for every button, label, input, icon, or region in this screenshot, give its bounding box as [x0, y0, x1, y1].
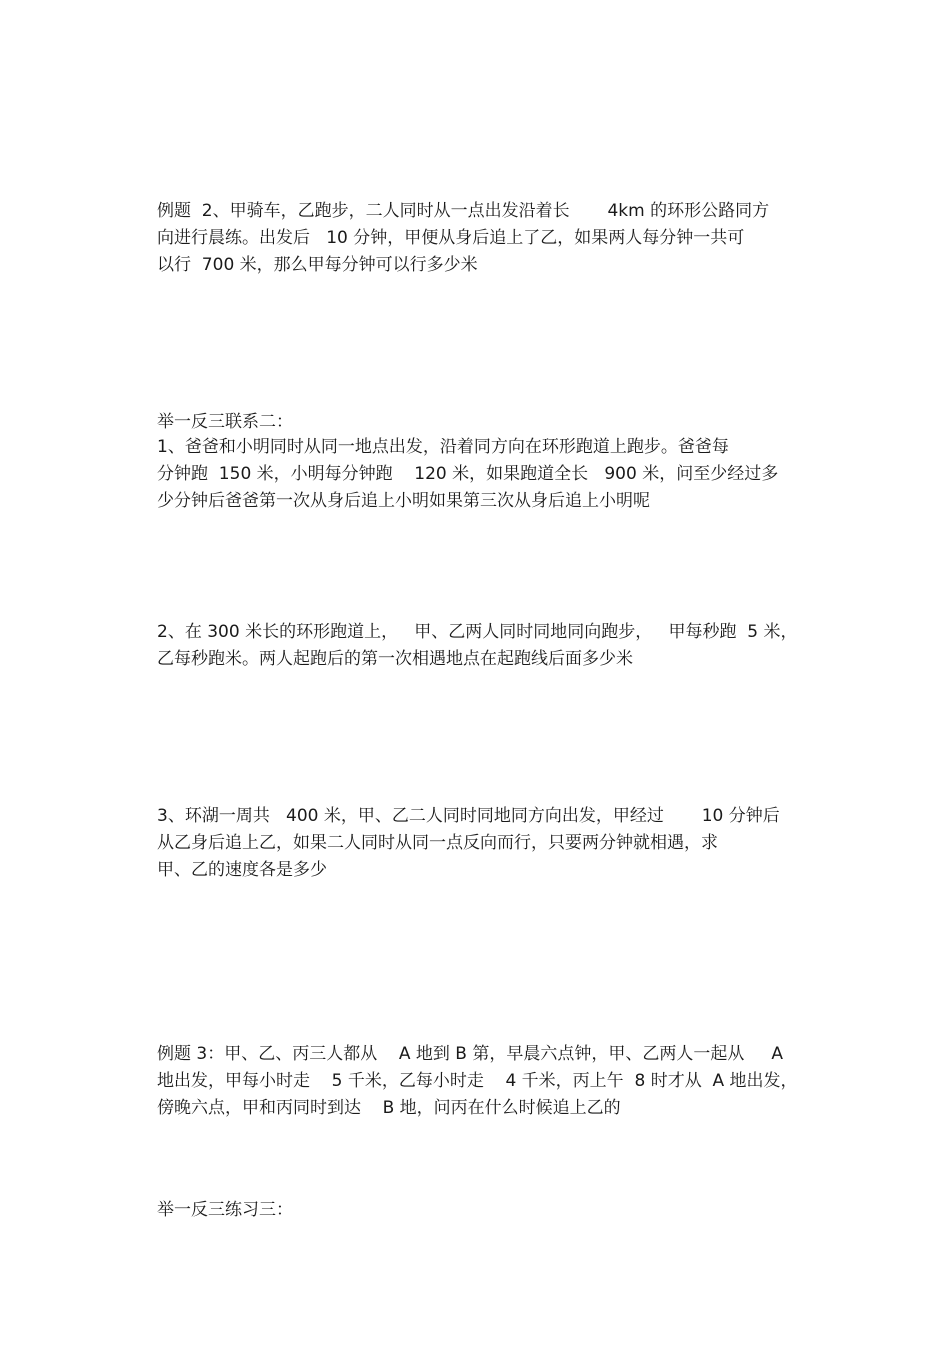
- practice-3-heading: 举一反三练习三：: [157, 1200, 293, 1220]
- text-line: 向进行晨练。出发后 10 分钟，甲便从身后追上了乙，如果两人每分钟一共可: [157, 228, 745, 248]
- text-line: 甲、乙的速度各是多少: [157, 860, 327, 880]
- text-line: 地出发，甲每小时走 5 千米，乙每小时走 4 千米，丙上午 8 时才从 A 地出发，: [157, 1071, 798, 1091]
- text-line: 从乙身后追上乙，如果二人同时从同一点反向而行，只要两分钟就相遇，求: [157, 833, 718, 853]
- text-line: 乙每秒跑米。两人起跑后的第一次相遇地点在起跑线后面多少米: [157, 649, 633, 669]
- text-line: 3、环湖一周共 400 米，甲、乙二人同时同地同方向出发，甲经过 10 分钟后: [157, 806, 780, 826]
- text-line: 例题 3：甲、乙、丙三人都从 A 地到 B 第，早晨六点钟，甲、乙两人一起从 A: [157, 1044, 783, 1064]
- text-line: 以行 700 米，那么甲每分钟可以行多少米: [157, 255, 478, 275]
- text-line: 少分钟后爸爸第一次从身后追上小明如果第三次从身后追上小明呢: [157, 491, 650, 511]
- text-line: 2、在 300 米长的环形跑道上， 甲、乙两人同时同地同向跑步， 甲每秒跑 5 米，: [157, 622, 798, 642]
- text-line: 例题 2、甲骑车，乙跑步，二人同时从一点出发沿着长 4km 的环形公路同方: [157, 201, 770, 221]
- text-line: 1、爸爸和小明同时从同一地点出发，沿着同方向在环形跑道上跑步。爸爸每: [157, 437, 729, 457]
- text-line: 傍晚六点，甲和丙同时到达 B 地，问丙在什么时候追上乙的: [157, 1098, 621, 1118]
- text-line: 分钟跑 150 米，小明每分钟跑 120 米，如果跑道全长 900 米，问至少经过多: [157, 464, 779, 484]
- practice-2-heading: 举一反三联系二：: [157, 412, 293, 432]
